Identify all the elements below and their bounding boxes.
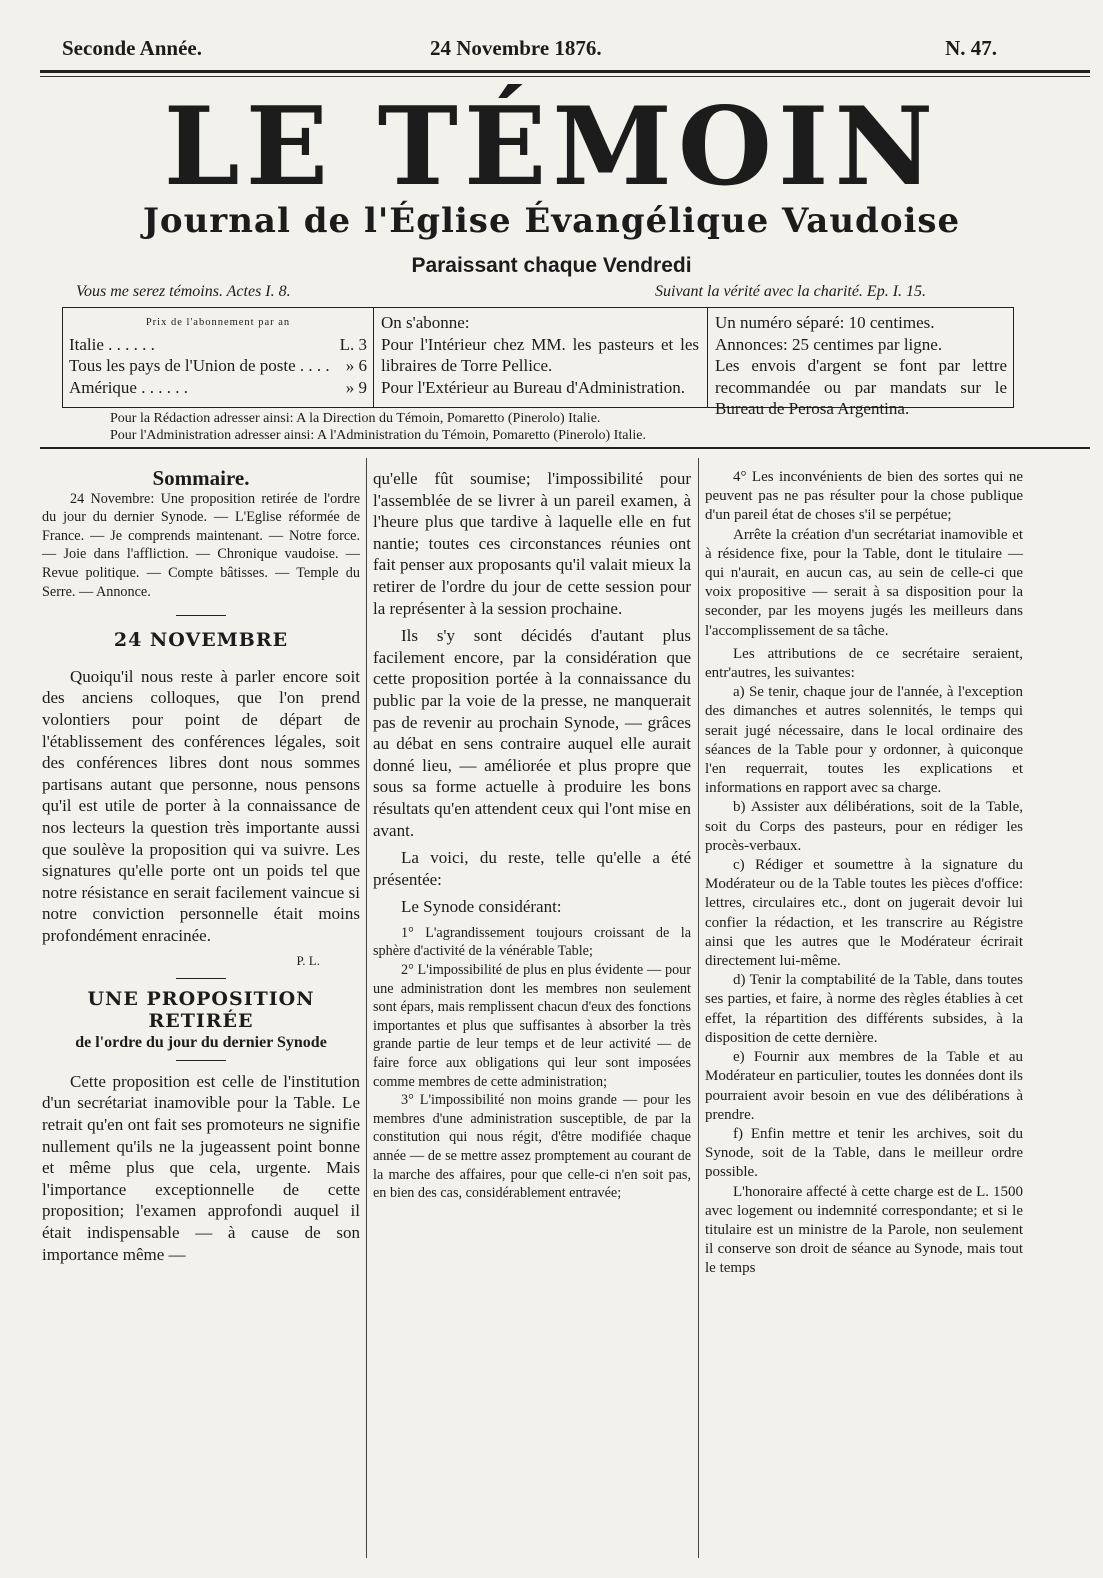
col2-paragraph: Ils s'y sont décidés d'autant plus facilement encore, par la considération que cette proposition portée à la connaissance du public par la voie de la presse, ne manquerait pas de revenir au prochain Synode, — grâces au débat en sens contraire auquel elle aurait donné lieu, — améliorée et plus propre que sous sa forme actuelle à produire les bons résultats qu'en attendent ceux qui l'ont mise en avant.	[373, 626, 691, 840]
column-1	[42, 468, 360, 1265]
col2-paragraph: 3° L'impossibilité non moins grande — pour les membres d'une administration susceptible, de par la constitution qui nous régit, d'être modifiée chaque année — de se mettre assez promptement au courant de la marche des affaires, pour que celle-ci n'en soit pas, en bien des cas, considérablement entravée;	[373, 1092, 691, 1202]
interieur: Pour l'Intérieur chez MM. les pasteurs et les libraires de Torre Pellice.	[381, 334, 699, 376]
col3-paragraph: c) Rédiger et soumettre à la signature du Modérateur ou de la Table toutes les pièces d'office: lettres, circulaires etc., dont on jugerait devoir lui confier la rédaction, et les transcrire au Régistre ainsi que les autres que le Modérateur écrirait directement lui-même.	[705, 857, 1023, 970]
article1-title: 24 NOVEMBRE	[113, 629, 289, 652]
price-row: Tous les pays de l'Union de poste . . . . » 6	[69, 356, 367, 376]
prices-header: Prix de l'abonnement par an	[145, 317, 291, 328]
col3-paragraph: d) Tenir la comptabilité de la Table, dans toutes ses parties, et faire, à norme des règles établies à cet effet, la répartition des différents subsides, à la disposition de cette dernière.	[705, 972, 1023, 1046]
publication-frequency: Paraissant chaque Vendredi	[411, 254, 692, 277]
on-sabonne: On s'abonne:	[381, 313, 470, 332]
col2-paragraph: Le Synode considérant:	[401, 897, 562, 917]
masthead-subtitle: Journal de l'Église Évangélique Vaudoise	[142, 201, 961, 241]
sommaire-text: 24 Novembre: Une proposition retirée de l'ordre du jour du dernier Synode. — L'Eglise réformée de France. — Je comprends maintenant. — Notre force. — Joie dans l'affliction. — Chronique vaudoise. — Revue politique. — Compte bâtisses. — Temple du Serre. — Annonce.	[42, 490, 360, 600]
separator	[176, 1060, 226, 1061]
issue-header	[62, 36, 997, 66]
col2-paragraph: qu'elle fût soumise; l'impossibilité pour l'assemblée de se livrer à un pareil examen, à l'heure plus que tardive à laquelle elle en fut nantie; toutes ces circonstances réunies ont fait penser aux proposants qu'il valait mieux la retirer de l'ordre du jour de cette session pour la représenter à la session prochaine.	[373, 469, 691, 618]
subscription-where	[381, 312, 699, 404]
col3-paragraph: L'honoraire affecté à cette charge est de L. 1500 avec logement ou indemnité correspondante; et si le titulaire est un ministre de la Parole, non seulement il conserve son droit de séance au Synode, mais tout le temps	[705, 1183, 1023, 1277]
col3-paragraph: Les attributions de ce secrétaire seraient, entr'autres, les suivantes:	[705, 645, 1023, 682]
issue-year: Seconde Année.	[62, 36, 203, 60]
separator	[176, 615, 226, 616]
envois-note: Les envois d'argent se font par lettre recommandée ou par mandats sur le Bureau de Perosa Argentina.	[715, 356, 1007, 419]
col2-paragraph: 2° L'impossibilité de plus en plus évidente — pour une administration dont les membres non seulement sont épars, mais remplissent chacun d'eux des fonctions importantes et plus que suffisantes à absorber la très grande partie de leur temps et de leur activité — de faire force aux obligations qui leur sont imposées comme membres de cette administration;	[373, 962, 691, 1090]
price-row: Amérique . . . . . . » 9	[69, 377, 367, 397]
administration-address: Pour l'Administration adresser ainsi: A l'Administration du Témoin, Pomaretto (Pinerolo) Italie.	[110, 428, 646, 443]
article2-text: Cette proposition est celle de l'institution d'un secrétariat inamovible pour la Table. Le retrait qu'en ont fait ses promoteurs ne signifie nullement qu'ils ne la jugeassent point bonne et même plus que cela, urgente. Mais l'importance exceptionnelle de cette proposition; l'examen approfondi auquel il était indispensable — à cause de son importance même —	[42, 1071, 360, 1264]
issue-date: 24 Novembre 1876.	[430, 36, 602, 60]
article2-subtitle: de l'ordre du jour du dernier Synode	[75, 1034, 327, 1052]
header-rule	[40, 70, 1090, 73]
column-2	[373, 468, 691, 1203]
separator	[176, 978, 226, 979]
issue-number: N. 47.	[945, 36, 997, 60]
col2-paragraph: La voici, du reste, telle qu'elle a été présentée:	[373, 848, 691, 889]
box-divider	[373, 308, 374, 407]
addresses-rule	[40, 447, 1090, 449]
article2-title: UNE PROPOSITION RETIRÉE	[87, 988, 315, 1032]
price-row: Italie . . . . . . L. 3	[69, 334, 367, 354]
column-3	[705, 468, 1023, 1279]
redaction-address: Pour la Rédaction adresser ainsi: A la Direction du Témoin, Pomaretto (Pinerolo) Italie.	[110, 411, 601, 426]
numero-price: Un numéro séparé: 10 centimes.	[715, 313, 935, 332]
article1-signature: P. L.	[296, 953, 320, 969]
col3-paragraph: 4° Les inconvénients de bien des sortes qui ne peuvent pas ne pas résulter pour la chose publique d'un pareil état de choses s'il se perpétue;	[705, 469, 1023, 524]
col3-paragraph: e) Fournir aux membres de la Table et au Modérateur en particulier, toutes les données dont ils pourraient avoir besoin en vue des délibérations à prendre.	[705, 1049, 1023, 1123]
masthead-title: LE TÉMOIN	[163, 84, 940, 210]
addresses	[110, 410, 1010, 444]
sommaire-title: Sommaire.	[152, 466, 250, 490]
motto-left: Vous me serez témoins. Actes I. 8.	[76, 283, 291, 300]
motto-right: Suivant la vérité avec la charité. Ep. I. 15.	[655, 283, 927, 300]
subscription-prices	[69, 312, 367, 404]
box-divider	[707, 308, 708, 407]
annonces-price: Annonces: 25 centimes par ligne.	[715, 334, 943, 354]
col3-paragraph: f) Enfin mettre et tenir les archives, soit du Synode, soit de la Table, dans le meilleur ordre possible.	[705, 1125, 1023, 1181]
column-divider	[698, 458, 699, 1558]
col3-paragraph: b) Assister aux délibérations, soit de la Table, soit du Corps des pasteurs, pour en rédiger les procès-verbaux.	[705, 799, 1023, 854]
exterieur: Pour l'Extérieur au Bureau d'Administration.	[381, 377, 686, 397]
subscription-notes	[715, 312, 1007, 419]
col3-paragraph: a) Se tenir, chaque jour de l'année, à l'exception des dimanches et autres solennités, le temps qui serait jugé nécessaire, dans le local ordinaire des séances de la Table pour y ordonner, à quiconque l'en requerrait, toutes les explications et informations en rapport avec sa charge.	[705, 684, 1023, 797]
header-rule-thin	[40, 76, 1090, 77]
col2-paragraph: 1° L'agrandissement toujours croissant de la sphère d'activité de la vénérable Table;	[373, 924, 691, 960]
col3-paragraph: Arrête la création d'un secrétariat inamovible et à résidence fixe, pour la Table, dont le titulaire — qui n'aurait, en aucun cas, au sein de celle-ci que voix propositive — serait à sa disposition pour la seconder, par les moyens jugés les meilleurs dans l'accomplissement de sa tâche.	[705, 526, 1023, 639]
column-divider	[366, 458, 367, 1558]
article1-text: Quoiqu'il nous reste à parler encore soit des anciens colloques, que l'on prend volontiers pour point de départ de l'établissement des conférences légales, soit des conférences libres dont nous sommes partisans autant que personne, nous pensons qu'il est utile de porter à la connaissance de nos lecteurs la question très importante aussi que soulève la proposition qui va suivre. Les signatures qu'elle porte ont un poids tel que notre résistance en serait facilement vaincue si notre conviction personnelle était moins profondément enracinée.	[42, 666, 360, 945]
